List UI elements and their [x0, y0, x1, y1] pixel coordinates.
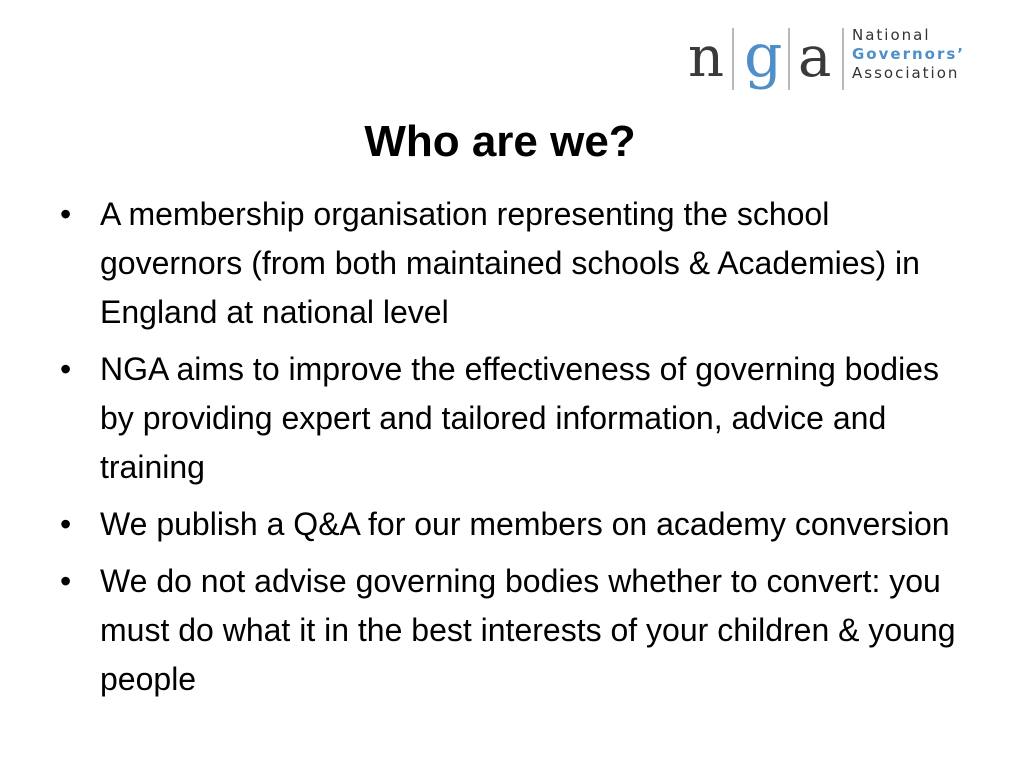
logo-line-association: Association: [852, 64, 960, 82]
logo-line-governors: Governors’: [852, 45, 965, 63]
logo-divider: [842, 28, 844, 90]
slide-title: Who are we?: [364, 117, 636, 166]
bullet-item: [60, 345, 980, 492]
bullet-text: We publish a Q&A for our members on academy conversion: [100, 506, 950, 542]
bullet-text: A membership organisation representing the school governors (from both maintained schools & Academies) in England at national level: [100, 196, 920, 330]
bullet-item: [60, 500, 980, 549]
logo-wordmark: [852, 26, 965, 83]
logo-divider: [732, 28, 734, 90]
nga-logo: [688, 22, 988, 110]
bullet-icon: •: [60, 563, 72, 599]
nga-logo-mark: [688, 22, 848, 110]
bullet-item: [60, 557, 980, 704]
logo-letter-n: n: [688, 25, 725, 90]
bullet-item: [60, 190, 980, 337]
bullet-text: NGA aims to improve the effectiveness of governing bodies by providing expert and tailored information, advice and training: [100, 351, 939, 485]
bullet-text: We do not advise governing bodies whether to convert: you must do what it in the best interests of your children & young people: [100, 563, 956, 697]
logo-letter-a: a: [798, 25, 832, 90]
bullet-icon: •: [60, 506, 72, 542]
logo-letter-g: g: [744, 21, 783, 91]
bullet-list: [60, 190, 980, 712]
logo-divider: [788, 28, 790, 90]
logo-line-national: National: [852, 26, 931, 44]
bullet-icon: •: [60, 351, 72, 387]
bullet-icon: •: [60, 196, 72, 232]
